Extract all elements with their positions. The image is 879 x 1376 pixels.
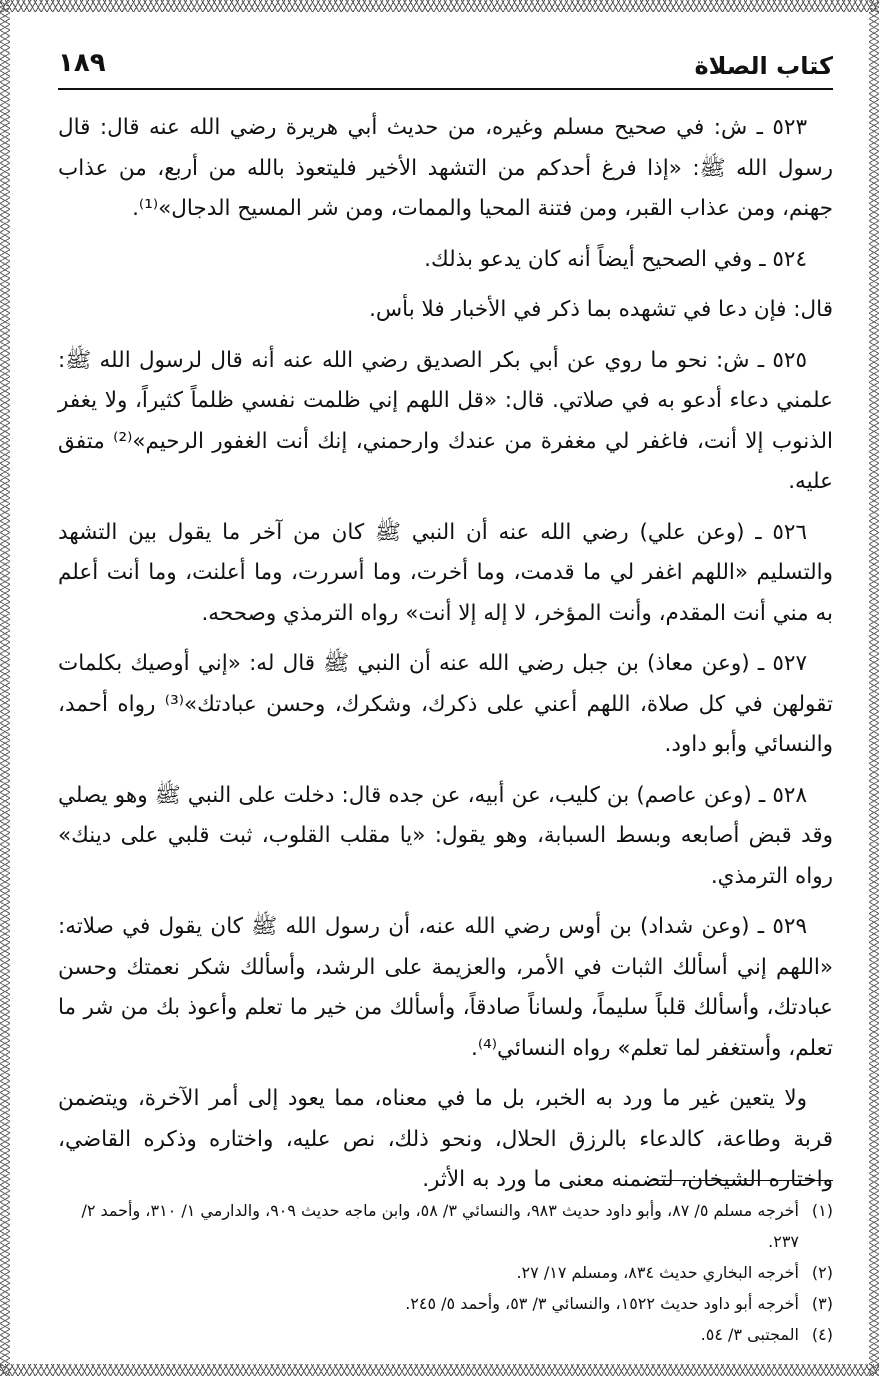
paragraph-closing: ولا يتعين غير ما ورد به الخبر، بل ما في معناه، مما يعود إلى أمر الآخرة، ويتضمن قربة وطاعة، كالدعاء بالرزق الحلال، ونحو ذلك، نص عليه، واختاره وذكره القاضي، واختاره الشيخان، لتضمنه معنى ما ورد به الأثر.	[58, 1086, 833, 1192]
paragraph-526: ٥٢٦ ـ (وعن علي) رضي الله عنه أن النبي ﷺ كان من آخر ما يقول بين التشهد والتسليم «اللهم اغفر لي ما قدمت، وما أخرت، وما أسررت، وما أعلنت، وما أنت أعلم به مني أنت المقدم، وأنت المؤخر، لا إله إلا أنت» رواه الترمذي وصححه.	[58, 519, 833, 626]
paragraph-523: ٥٢٣ ـ ش: في صحيح مسلم وغيره، من حديث أبي هريرة رضي الله عنه قال: قال رسول الله ﷺ: «إذا فرغ أحدكم من التشهد الأخير فليتعوذ بالله من أربع، من عذاب جهنم، ومن عذاب القبر، ومن فتنة المحيا والممات، ومن شر المسيح الدجال»⁽¹⁾.	[58, 115, 833, 221]
footnote-item	[58, 1195, 833, 1257]
paragraph-527: ٥٢٧ ـ (وعن معاذ) بن جبل رضي الله عنه أن النبي ﷺ قال له: «إني أوصيك بكلمات تقولهن في كل صلاة، اللهم أعني على ذكرك، وشكرك، وحسن عبادتك»⁽³⁾ رواه أحمد، والنسائي وأبو داود.	[58, 651, 834, 757]
decorative-border-top	[0, 0, 879, 12]
footnotes	[58, 1180, 833, 1350]
footnote-text: أخرجه مسلم ٥/ ٨٧، وأبو داود حديث ٩٨٣، والنسائي ٣/ ٥٨، وابن ماجه حديث ٩٠٩، والدارمي ١/ ٣١٠، وأحمد ٢/ ٢٣٧.	[81, 1201, 799, 1251]
paragraph-qala: قال: فإن دعا في تشهده بما ذكر في الأخبار فلا بأس.	[369, 297, 833, 322]
footnote-number: (١)	[811, 1201, 833, 1220]
footnote-number: (٣)	[811, 1294, 833, 1313]
footnote-divider	[653, 1180, 833, 1181]
paragraph-528: ٥٢٨ ـ (وعن عاصم) بن كليب، عن أبيه، عن جده قال: دخلت على النبي ﷺ وهو يصلي وقد قبض أصابعه وبسط السبابة، وهو يقول: «يا مقلب القلوب، ثبت قلبي على دينك» رواه الترمذي.	[58, 782, 833, 889]
paragraph-529: ٥٢٩ ـ (وعن شداد) بن أوس رضي الله عنه، أن رسول الله ﷺ كان يقول في صلاته: «اللهم إني أسألك الثبات في الأمر، والعزيمة على الرشد، وأسألك شكر نعمتك وحسن عبادتك، وأسألك قلباً سليماً، ولساناً صادقاً، وأسألك من خير ما تعلم وأعوذ بك من شر ما تعلم، وأستغفر لما تعلم» رواه النسائي⁽⁴⁾.	[58, 914, 833, 1061]
main-text	[58, 108, 833, 1211]
decorative-border-bottom	[0, 1364, 879, 1376]
footnote-item	[58, 1319, 833, 1350]
footnote-number: (٢)	[811, 1263, 833, 1282]
footnote-text: المجتبى ٣/ ٥٤.	[700, 1325, 799, 1344]
footnote-text: أخرجه البخاري حديث ٨٣٤، ومسلم ١٧/ ٢٧.	[516, 1263, 799, 1282]
footnote-text: أخرجه أبو داود حديث ١٥٢٢، والنسائي ٣/ ٥٣، وأحمد ٥/ ٢٤٥.	[405, 1294, 799, 1313]
page-header	[58, 48, 833, 90]
book-title: كتاب الصلاة	[694, 52, 833, 80]
footnote-item	[58, 1288, 833, 1319]
footnote-item	[58, 1257, 833, 1288]
footnote-number: (٤)	[811, 1325, 833, 1344]
paragraph-524: ٥٢٤ ـ وفي الصحيح أيضاً أنه كان يدعو بذلك.	[424, 246, 807, 272]
decorative-border-left	[0, 0, 10, 1376]
decorative-border-right	[869, 0, 879, 1376]
page-number: ١٨٩	[58, 48, 106, 78]
paragraph-525: ٥٢٥ ـ ش: نحو ما روي عن أبي بكر الصديق رضي الله عنه أنه قال لرسول الله ﷺ: علمني دعاء أدعو به في صلاتي. قال: «قل اللهم إني ظلمت نفسي ظلماً كثيراً، ولا يغفر الذنوب إلا أنت، فاغفر لي مغفرة من عندك وارحمني، إنك أنت الغفور الرحيم»⁽²⁾ متفق عليه.	[58, 347, 833, 494]
